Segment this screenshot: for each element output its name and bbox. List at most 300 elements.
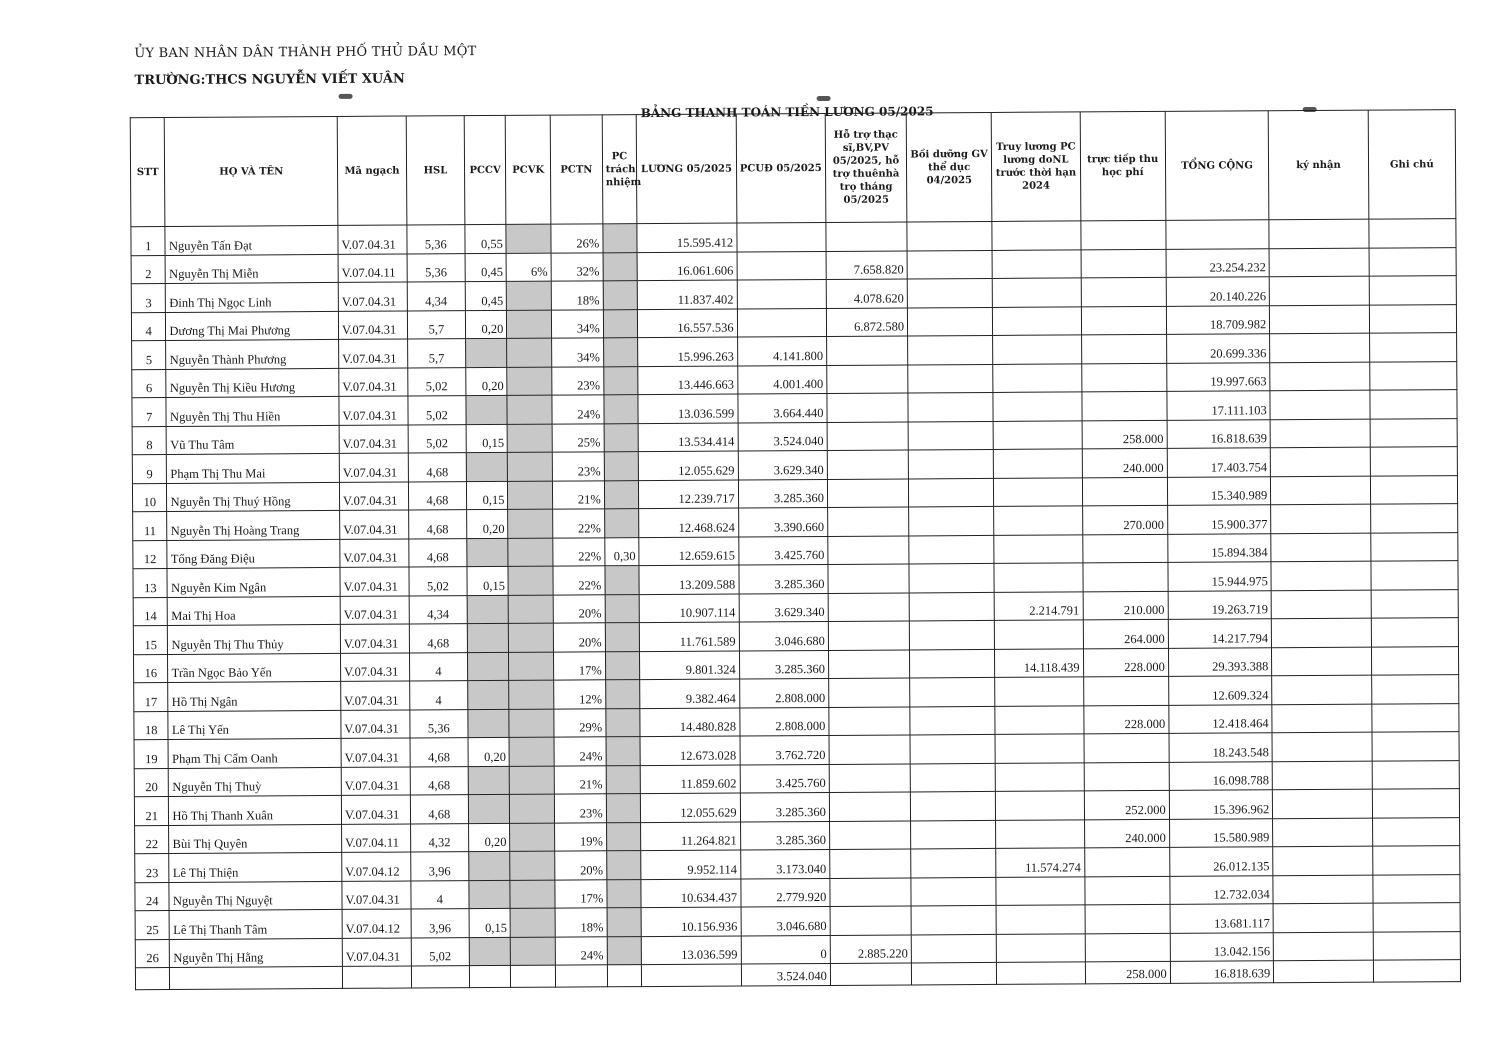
cell-hsl: 5,02 (408, 424, 466, 453)
cell-pctn: 34% (551, 309, 603, 338)
cell-tong-cong: 29.393.388 (1168, 647, 1272, 676)
cell-boi-duong (909, 506, 994, 535)
cell-truc-tiep (1081, 306, 1166, 335)
cell-pc-trach-nhiem (606, 737, 641, 766)
cell-pcvk (509, 737, 554, 766)
cell-hsl: 5,36 (410, 709, 468, 738)
cell-name: Nguyễn Thị Miễn (166, 254, 339, 284)
cell-grade: V.07.04.31 (342, 881, 411, 910)
cell-pccv (466, 395, 508, 424)
cell-pcud: 0 (741, 935, 830, 964)
cell-pcvk (510, 823, 555, 852)
cell-luong: 9.952.114 (641, 850, 741, 879)
cell-pcvk (508, 452, 553, 481)
cell-pcud (737, 251, 826, 280)
cell-pccv: 0,15 (467, 566, 509, 595)
cell-boi-duong (908, 449, 993, 478)
cell-pc-trach-nhiem (604, 423, 639, 452)
cell-tong-cong: 15.900.377 (1167, 505, 1271, 534)
cell-ho-tro (828, 621, 909, 650)
cell-luong: 13.036.599 (641, 935, 741, 964)
cell-ky-nhan (1269, 276, 1369, 305)
cell-truc-tiep (1081, 391, 1166, 420)
cell-pctn: 25% (552, 423, 604, 452)
cell-pccv: 0,20 (468, 823, 510, 852)
cell-boi-duong (909, 563, 994, 592)
cell-luong: 13.534.414 (638, 423, 738, 452)
cell-pcud: 2.808.000 (739, 678, 828, 707)
cell-truy-luong (994, 563, 1082, 592)
trailing-empty-cell (342, 966, 411, 988)
cell-truc-tiep (1082, 534, 1167, 563)
cell-pctn: 24% (555, 936, 607, 965)
cell-pcud: 2.808.000 (739, 707, 828, 736)
cell-luong: 11.761.589 (640, 622, 740, 651)
cell-pcud: 3.425.760 (738, 536, 827, 565)
cell-hsl: 4,68 (410, 795, 468, 824)
cell-pctn: 26% (551, 224, 603, 253)
cell-ky-nhan (1272, 675, 1372, 704)
cell-pcud: 3.762.720 (740, 735, 829, 764)
cell-pcud: 3.173.040 (740, 849, 829, 878)
cell-truc-tiep: 240.000 (1084, 819, 1169, 848)
cell-boi-duong (910, 763, 995, 792)
cell-hsl: 4,68 (410, 738, 468, 767)
col-boi-duong: Bồi dưỡng GV thể dục 04/2025 (906, 112, 992, 222)
cell-pcud (737, 279, 826, 308)
cell-ky-nhan (1270, 390, 1370, 419)
cell-pctn: 18% (551, 281, 603, 310)
cell-name: Nguyễn Thị Kiều Hương (166, 368, 339, 398)
cell-pcud: 3.629.340 (738, 450, 827, 479)
cell-ghi-chu (1369, 304, 1457, 333)
cell-truy-luong (993, 306, 1081, 335)
cell-pctn: 17% (555, 879, 607, 908)
cell-grade: V.07.04.31 (342, 938, 411, 967)
cell-stt: 3 (131, 283, 166, 312)
cell-ho-tro (828, 564, 909, 593)
cell-stt: 4 (131, 312, 166, 341)
cell-boi-duong (911, 934, 996, 963)
cell-hsl: 5,02 (408, 367, 466, 396)
cell-pcvk (507, 338, 552, 367)
cell-stt: 16 (133, 654, 168, 683)
cell-name: Hồ Thị Ngân (168, 681, 341, 711)
cell-boi-duong (910, 734, 995, 763)
cell-pctn: 21% (552, 480, 604, 509)
cell-truy-luong (994, 477, 1082, 506)
cell-ghi-chu (1369, 219, 1457, 248)
cell-hsl: 4,68 (408, 481, 466, 510)
cell-truy-luong (996, 791, 1084, 820)
col-hsl: HSL (406, 116, 464, 225)
cell-pcvk (507, 367, 552, 396)
cell-truy-luong (993, 392, 1081, 421)
cell-pcud: 3.285.360 (740, 792, 829, 821)
cell-pccv: 0,20 (468, 737, 510, 766)
cell-hsl: 5,7 (407, 310, 465, 339)
cell-grade: V.07.04.31 (339, 396, 408, 425)
trailing-empty-cell (607, 965, 642, 987)
cell-ky-nhan (1273, 875, 1373, 904)
cell-stt: 22 (135, 825, 170, 854)
cell-pc-trach-nhiem (607, 879, 642, 908)
cell-boi-duong (910, 677, 995, 706)
cell-pccv (465, 338, 507, 367)
cell-pcvk (510, 794, 555, 823)
cell-truc-tiep: 258.000 (1082, 420, 1167, 449)
cell-name: Lê Thị Yến (168, 710, 341, 740)
cell-stt: 13 (133, 568, 168, 597)
cell-boi-duong (910, 649, 995, 678)
cell-truc-tiep (1084, 733, 1169, 762)
cell-pctn: 20% (555, 851, 607, 880)
cell-ghi-chu (1369, 247, 1457, 276)
cell-luong: 10.156.936 (641, 907, 741, 936)
cell-luong: 10.907.114 (639, 593, 739, 622)
cell-tong-cong: 15.340.989 (1167, 476, 1271, 505)
cell-boi-duong (911, 820, 996, 849)
cell-name: Nguyễn Thị Thu Thủy (168, 624, 341, 654)
cell-grade: V.07.04.31 (341, 738, 410, 767)
cell-name: Lê Thị Thiện (169, 852, 342, 882)
cell-pcvk (509, 680, 554, 709)
cell-luong: 12.055.629 (638, 451, 738, 480)
cell-tong-cong: 19.997.663 (1166, 362, 1270, 391)
cell-ho-tro (828, 535, 909, 564)
cell-boi-duong (908, 392, 993, 421)
cell-luong: 12.468.624 (639, 508, 739, 537)
cell-truc-tiep (1083, 676, 1168, 705)
cell-hsl: 3,96 (411, 909, 469, 938)
cell-stt: 5 (132, 340, 167, 369)
table-header-row (130, 110, 1456, 227)
cell-boi-duong (908, 421, 993, 450)
cell-ghi-chu (1372, 789, 1460, 818)
cell-pctn: 29% (554, 708, 606, 737)
cell-truy-luong (993, 363, 1081, 392)
cell-name: Đinh Thị Ngọc Linh (166, 282, 339, 312)
cell-truy-luong (994, 449, 1082, 478)
cell-ky-nhan (1269, 248, 1369, 277)
cell-ky-nhan (1271, 504, 1371, 533)
cell-tong-cong: 26.012.135 (1169, 847, 1273, 876)
cell-name: Nguyễn Tấn Đạt (165, 225, 338, 255)
cell-tong-cong: 12.732.034 (1170, 875, 1274, 904)
scan-mark (817, 96, 831, 101)
cell-truy-luong: 2.214.791 (994, 591, 1082, 620)
cell-ho-tro: 2.885.220 (830, 934, 911, 963)
cell-pccv (467, 652, 509, 681)
cell-pcvk (510, 851, 555, 880)
cell-stt: 26 (135, 939, 170, 968)
col-grade: Mã ngạch (337, 116, 407, 225)
col-pc-trach-nhiem: PC trách nhiệm (602, 115, 637, 224)
col-pctn: PCTN (550, 115, 602, 224)
cell-hsl: 4,34 (407, 282, 465, 311)
cell-pcvk (510, 908, 555, 937)
cell-pcvk: 6% (506, 253, 551, 282)
cell-ho-tro (828, 649, 909, 678)
cell-truy-luong (995, 620, 1083, 649)
cell-truc-tiep: 264.000 (1083, 619, 1168, 648)
cell-pcud (737, 222, 826, 251)
cell-pccv: 0,45 (465, 281, 507, 310)
cell-hsl: 5,02 (411, 937, 469, 966)
cell-tong-cong: 12.418.464 (1169, 704, 1273, 733)
cell-stt: 7 (132, 397, 167, 426)
cell-luong: 12.659.615 (639, 536, 739, 565)
cell-grade: V.07.04.11 (338, 254, 407, 283)
cell-ky-nhan (1272, 704, 1372, 733)
cell-pc-trach-nhiem (603, 224, 638, 253)
cell-ho-tro (827, 478, 908, 507)
trailing-empty-cell (555, 965, 607, 987)
cell-hsl: 4 (411, 880, 469, 909)
cell-pccv: 0,15 (466, 481, 508, 510)
cell-pctn: 34% (552, 338, 604, 367)
cell-ghi-chu (1370, 532, 1458, 561)
cell-pcvk (507, 424, 552, 453)
cell-name: Mai Thị Hoa (168, 596, 341, 626)
cell-ky-nhan (1273, 932, 1373, 961)
cell-luong: 12.673.028 (640, 736, 740, 765)
cell-ky-nhan (1270, 333, 1370, 362)
cell-pcud: 3.664.440 (738, 393, 827, 422)
cell-ky-nhan (1272, 761, 1372, 790)
cell-ky-nhan (1272, 647, 1372, 676)
cell-tong-cong: 18.243.548 (1169, 733, 1273, 762)
cell-boi-duong (911, 848, 996, 877)
cell-pcvk (507, 310, 552, 339)
cell-pctn: 24% (552, 395, 604, 424)
cell-truy-luong (995, 762, 1083, 791)
cell-ho-tro (830, 849, 911, 878)
col-ho-tro: Hỗ trợ thạc sĩ,BV,PV 05/2025, hỗ trợ thuênhà trọ tháng 05/2025 (825, 113, 907, 222)
cell-grade: V.07.04.31 (341, 795, 410, 824)
cell-truy-luong (993, 420, 1081, 449)
cell-pcvk (508, 481, 553, 510)
cell-pccv: 0,15 (469, 908, 511, 937)
cell-tong-cong: 16.098.788 (1169, 761, 1273, 790)
cell-tong-cong: 13.042.156 (1170, 932, 1274, 961)
cell-truy-luong (992, 278, 1080, 307)
cell-pctn: 17% (553, 651, 605, 680)
trailing-empty-cell (170, 966, 343, 989)
cell-truc-tiep (1082, 477, 1167, 506)
trailing-empty-cell (511, 965, 556, 987)
cell-pcud: 2.779.920 (741, 878, 830, 907)
cell-hsl: 5,02 (409, 567, 467, 596)
cell-ghi-chu (1373, 931, 1461, 960)
cell-pccv: 0,15 (466, 424, 508, 453)
cell-pctn: 24% (554, 737, 606, 766)
cell-pc-trach-nhiem (605, 680, 640, 709)
cell-stt: 18 (134, 711, 169, 740)
cell-name: Nguyễn Thị Hằng (170, 938, 343, 968)
cell-ghi-chu (1370, 475, 1458, 504)
cell-pc-trach-nhiem (604, 395, 639, 424)
cell-grade: V.07.04.31 (339, 368, 408, 397)
col-pcud: PCUĐ 05/2025 (736, 113, 826, 223)
cell-truc-tiep: 228.000 (1083, 648, 1168, 677)
cell-pcud: 4.141.800 (737, 336, 826, 365)
cell-pcvk (507, 395, 552, 424)
cell-pc-trach-nhiem (603, 366, 638, 395)
cell-ky-nhan (1271, 476, 1371, 505)
cell-luong: 13.209.588 (639, 565, 739, 594)
cell-grade: V.07.04.31 (340, 567, 409, 596)
cell-name: Nguyễn Thị Thuỳ (169, 767, 342, 797)
trailing-tong-cong: 16.818.639 (1170, 961, 1274, 984)
cell-ky-nhan (1272, 618, 1372, 647)
cell-luong: 13.036.599 (638, 394, 738, 423)
cell-boi-duong (907, 250, 992, 279)
cell-name: Nguyễn Kim Ngân (167, 567, 340, 597)
col-ghi-chu: Ghi chú (1368, 110, 1456, 220)
cell-truc-tiep: 252.000 (1084, 790, 1169, 819)
cell-stt: 9 (132, 454, 167, 483)
col-truc-tiep: trực tiếp thu học phí (1080, 111, 1166, 221)
cell-pccv: 0,20 (466, 367, 508, 396)
cell-pcud: 3.046.680 (739, 621, 828, 650)
cell-grade: V.07.04.11 (341, 824, 410, 853)
trailing-empty-cell (997, 962, 1085, 985)
cell-name: Dương Thị Mai Phương (166, 311, 339, 341)
cell-pccv (467, 538, 509, 567)
cell-pc-trach-nhiem (605, 651, 640, 680)
trailing-pcud: 3.524.040 (741, 963, 830, 986)
cell-ho-tro: 7.658.820 (826, 250, 907, 279)
trailing-empty-cell (1274, 960, 1374, 983)
cell-truy-luong (995, 677, 1083, 706)
trailing-empty-cell (135, 967, 170, 989)
cell-tong-cong: 20.140.226 (1166, 277, 1270, 306)
cell-ghi-chu (1371, 561, 1459, 590)
cell-tong-cong: 15.944.975 (1168, 562, 1272, 591)
cell-boi-duong (909, 620, 994, 649)
cell-ho-tro: 6.872.580 (826, 307, 907, 336)
cell-grade: V.07.04.31 (340, 539, 409, 568)
payroll-table (130, 109, 1461, 990)
cell-pc-trach-nhiem (604, 509, 639, 538)
cell-ghi-chu (1373, 874, 1461, 903)
cell-hsl: 4 (410, 681, 468, 710)
trailing-empty-cell (411, 966, 469, 988)
cell-ghi-chu (1369, 276, 1457, 305)
cell-pc-trach-nhiem (606, 794, 641, 823)
cell-pcud: 3.285.360 (739, 564, 828, 593)
cell-ho-tro (829, 678, 910, 707)
cell-name: Phạm Thị Thu Mai (167, 453, 340, 483)
cell-name: Nguyễn Thị Nguyệt (169, 881, 342, 911)
cell-truc-tiep: 240.000 (1082, 448, 1167, 477)
cell-stt: 15 (133, 625, 168, 654)
cell-ho-tro (830, 877, 911, 906)
cell-grade: V.07.04.31 (340, 624, 409, 653)
cell-ho-tro (829, 763, 910, 792)
cell-hsl: 4,68 (408, 453, 466, 482)
cell-ky-nhan (1273, 846, 1373, 875)
cell-tong-cong: 15.396.962 (1169, 790, 1273, 819)
cell-pcud (737, 308, 826, 337)
cell-pc-trach-nhiem (603, 252, 638, 281)
cell-truc-tiep (1081, 277, 1166, 306)
cell-tong-cong: 15.580.989 (1169, 818, 1273, 847)
cell-tong-cong: 13.681.117 (1170, 904, 1274, 933)
cell-boi-duong (911, 905, 996, 934)
cell-boi-duong (909, 535, 994, 564)
cell-stt: 6 (132, 369, 167, 398)
cell-name: Lê Thị Thanh Tâm (170, 909, 343, 939)
cell-luong: 9.801.324 (640, 650, 740, 679)
cell-truc-tiep: 228.000 (1083, 705, 1168, 734)
cell-stt: 24 (135, 882, 170, 911)
cell-tong-cong: 20.699.336 (1166, 334, 1270, 363)
cell-ho-tro (829, 820, 910, 849)
cell-luong: 15.996.263 (638, 337, 738, 366)
col-pcvk: PCVK (506, 115, 551, 224)
cell-luong: 14.480.828 (640, 707, 740, 736)
cell-hsl: 4,34 (409, 595, 467, 624)
cell-name: Tống Đăng Điệu (167, 539, 340, 569)
cell-ho-tro (828, 592, 909, 621)
cell-truc-tiep (1084, 876, 1169, 905)
cell-tong-cong: 19.263.719 (1168, 590, 1272, 619)
col-truy-luong: Truy lương PC lương doNL trước thời hạn 2024 (991, 112, 1080, 222)
cell-luong: 16.557.536 (638, 309, 738, 338)
cell-ho-tro (826, 336, 907, 365)
cell-stt: 10 (132, 483, 167, 512)
cell-luong: 15.595.412 (637, 223, 737, 252)
cell-luong: 13.446.663 (638, 366, 738, 395)
cell-pctn: 12% (554, 680, 606, 709)
cell-ky-nhan (1270, 305, 1370, 334)
cell-pctn: 19% (555, 822, 607, 851)
cell-grade: V.07.04.31 (338, 311, 407, 340)
cell-luong: 11.859.602 (640, 764, 740, 793)
cell-boi-duong (907, 278, 992, 307)
cell-truy-luong (992, 249, 1080, 278)
cell-pccv (467, 595, 509, 624)
cell-pcvk (511, 937, 556, 966)
cell-pctn: 20% (553, 623, 605, 652)
cell-pcvk (506, 224, 551, 253)
cell-truy-luong: 14.118.439 (995, 648, 1083, 677)
cell-pccv: 0,55 (465, 224, 507, 253)
cell-stt: 25 (135, 910, 170, 939)
cell-ho-tro (827, 393, 908, 422)
trailing-empty-cell (642, 964, 742, 987)
cell-truy-luong (993, 335, 1081, 364)
cell-ghi-chu (1372, 732, 1460, 761)
cell-pctn: 18% (555, 908, 607, 937)
cell-pc-trach-nhiem (606, 822, 641, 851)
cell-grade: V.07.04.12 (342, 909, 411, 938)
school-name: TRƯỜNG:THCS NGUYỄN VIẾT XUÂN (134, 71, 405, 89)
cell-pctn: 22% (553, 566, 605, 595)
cell-hsl: 4,68 (409, 510, 467, 539)
cell-name: Bùi Thị Quyên (169, 824, 342, 854)
cell-ky-nhan (1270, 419, 1370, 448)
cell-ghi-chu (1373, 903, 1461, 932)
trailing-empty-cell (469, 965, 511, 987)
cell-tong-cong: 15.894.384 (1168, 533, 1272, 562)
cell-pccv (468, 709, 510, 738)
cell-pcvk (508, 538, 553, 567)
cell-truy-luong (996, 876, 1084, 905)
cell-boi-duong (911, 877, 996, 906)
